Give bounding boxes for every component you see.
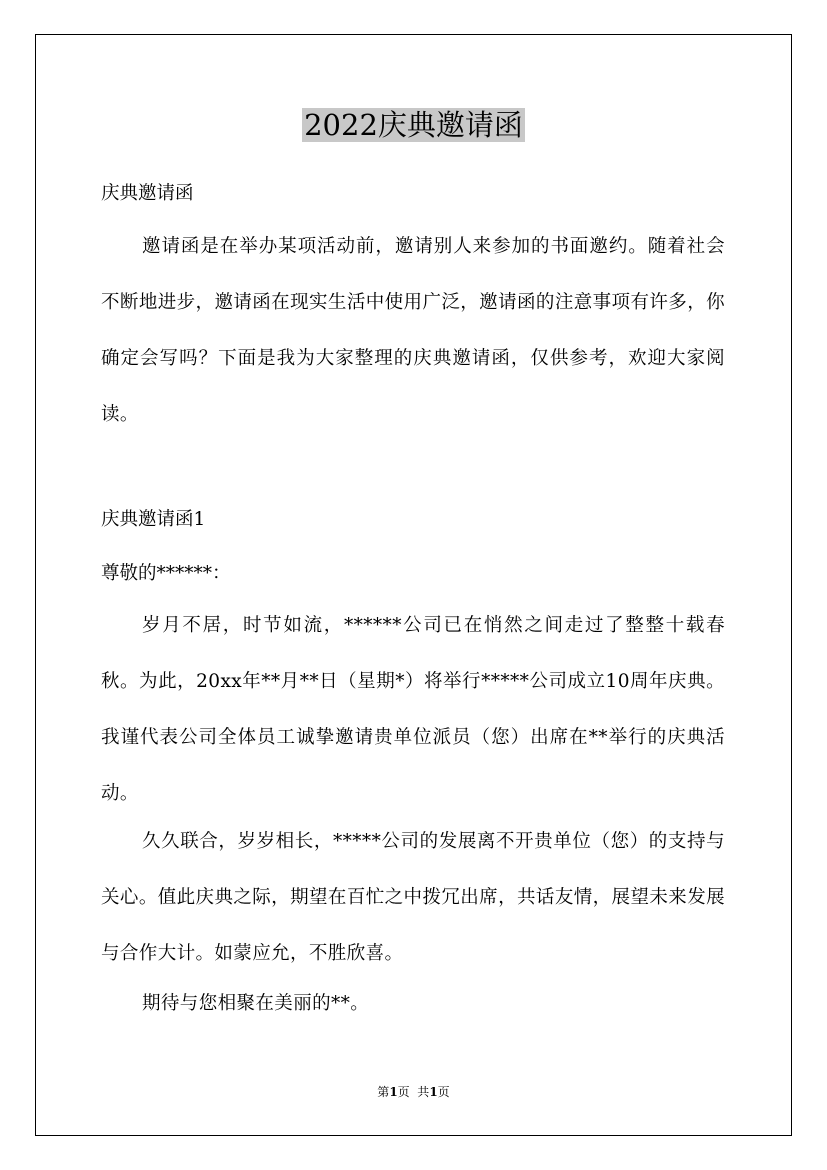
document-subtitle: 庆典邀请函 [101,183,194,204]
page-footer [0,1084,827,1100]
document-title [0,105,827,145]
intro-paragraph: 邀请函是在举办某项活动前，邀请别人来参加的书面邀约。随着社会不断地进步，邀请函在现实生活中使用广泛，邀请函的注意事项有许多，你确定会写吗？下面是我为大家整理的庆典邀请函，仅供参考，欢迎大家阅读。 [101,236,725,425]
footer-suffix: 页 [437,1085,450,1099]
footer-mid: 页 共 [397,1085,430,1099]
body-paragraph-2: 久久联合，岁岁相长，*****公司的发展离不开贵单位（您）的支持与关心。值此庆典之际，期望在百忙之中拨冗出席，共话友情，展望未来发展与合作大计。如蒙应允，不胜欣喜。 [101,831,725,964]
document-title-text: 2022庆典邀请函 [304,108,523,142]
body-paragraph-1: 岁月不居，时节如流，******公司已在悄然之间走过了整整十载春秋。为此，20xx年**月**日（星期*）将举行*****公司成立10周年庆典。我谨代表公司全体员工诚挚邀请贵单位派员（您）出席在**举行的庆典活动。 [101,615,725,804]
salutation: 尊敬的******： [101,563,231,584]
section-heading: 庆典邀请函1 [101,509,206,530]
footer-page-total: 1 [429,1085,438,1099]
footer-page-current: 1 [389,1085,398,1099]
body-paragraph-3: 期待与您相聚在美丽的**。 [142,993,370,1014]
footer-prefix: 第 [377,1085,390,1099]
